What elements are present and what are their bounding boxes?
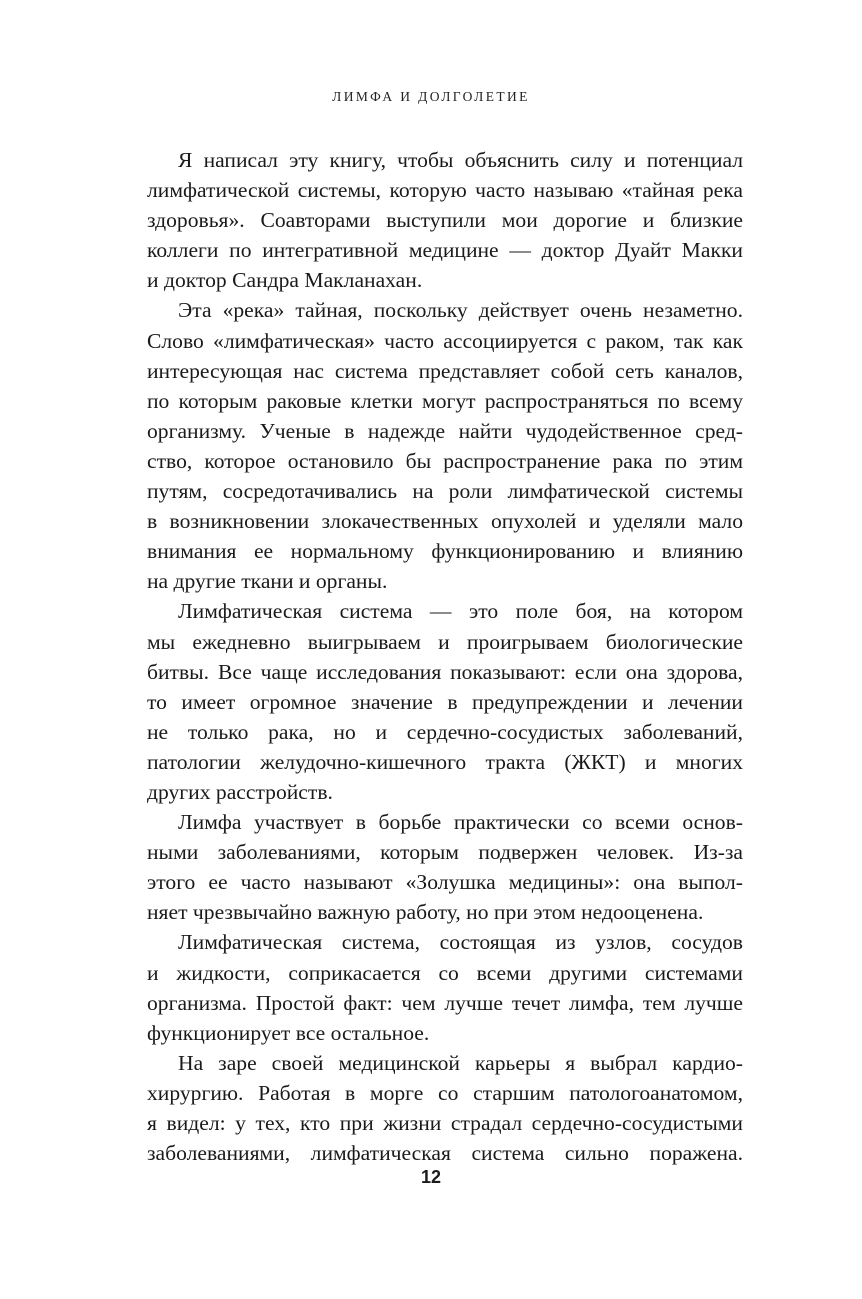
text-line: Я написал эту книгу, чтобы объяснить силу и потенциал <box>178 148 743 172</box>
text-line: внимания ее нормальному функционированию и влиянию <box>147 539 743 564</box>
text-line: и доктор Сандра Макланахан. <box>147 268 423 293</box>
text-line: мы ежедневно выигрываем и проигрываем биологические <box>147 629 743 654</box>
text-line: Лимфа участвует в борьбе практически со всеми основ- <box>178 810 743 835</box>
paragraph-6 <box>147 1048 743 1168</box>
text-line: я видел: у тех, кто при жизни страдал сердечно-сосудистыми <box>147 1111 743 1135</box>
text-line: то имеет огромное значение в предупреждении и лечении <box>147 689 743 714</box>
text-line: хирургию. Работая в морге со старшим патологоанатомом, <box>147 1080 743 1105</box>
text-line: битвы. Все чаще исследования показывают: если она здорова, <box>147 659 743 684</box>
text-line: организму. Ученые в надежде найти чудодейственное сред- <box>147 418 743 443</box>
text-line: по которым раковые клетки могут распространяться по всему <box>147 388 743 413</box>
text-line: ными заболеваниями, которым подвержен человек. Из-за <box>147 840 743 865</box>
text-line: путям, сосредотачивались на роли лимфатической системы <box>147 479 743 504</box>
text-line: на другие ткани и органы. <box>147 569 388 594</box>
text-line: лимфатической системы, которую часто называю «тайная река <box>147 178 743 203</box>
page-number: 12 <box>420 1167 442 1187</box>
paragraph-2 <box>147 295 743 596</box>
text-line: Лимфатическая система — это поле боя, на котором <box>178 599 743 624</box>
text-line: патологии желудочно-кишечного тракта (ЖКТ) и многих <box>147 749 743 774</box>
paragraph-5 <box>147 927 743 1047</box>
text-line: няет чрезвычайно важную работу, но при этом недооценена. <box>147 900 704 925</box>
text-line: ство, которое остановило бы распространение рака по этим <box>147 448 743 473</box>
text-line: Эта «река» тайная, поскольку действует очень незаметно. <box>178 298 743 323</box>
running-header: ЛИМФА И ДОЛГОЛЕТИЕ <box>332 89 530 104</box>
text-line: интересующая нас система представляет собой сеть каналов, <box>147 358 743 383</box>
text-line: Лимфатическая система, состоящая из узлов, сосудов <box>178 930 743 955</box>
text-line: в возникновении злокачественных опухолей и уделяли мало <box>147 509 743 534</box>
text-line: и жидкости, соприкасается со всеми другими системами <box>147 960 743 985</box>
body-text <box>147 145 743 1168</box>
paragraph-3 <box>147 596 743 807</box>
text-line: коллеги по интегративной медицине — доктор Дуайт Макки <box>147 238 743 263</box>
text-line: здоровья». Соавторами выступили мои дорогие и близкие <box>147 208 743 233</box>
text-line: Слово «лимфатическая» часто ассоциируется с раком, так как <box>147 328 743 353</box>
text-line: организма. Простой факт: чем лучше течет лимфа, тем лучше <box>147 990 743 1015</box>
text-line: заболеваниями, лимфатическая система сильно поражена. <box>147 1141 743 1166</box>
paragraph-1 <box>147 145 743 295</box>
text-line: функционирует все остальное. <box>147 1020 430 1045</box>
text-line: других расстройств. <box>147 779 333 804</box>
text-line: не только рака, но и сердечно-сосудистых заболеваний, <box>147 719 743 744</box>
paragraph-4 <box>147 807 743 927</box>
text-line: На заре своей медицинской карьеры я выбрал кардио- <box>178 1050 743 1075</box>
text-line: этого ее часто называют «Золушка медицины»: она выпол- <box>147 870 743 895</box>
